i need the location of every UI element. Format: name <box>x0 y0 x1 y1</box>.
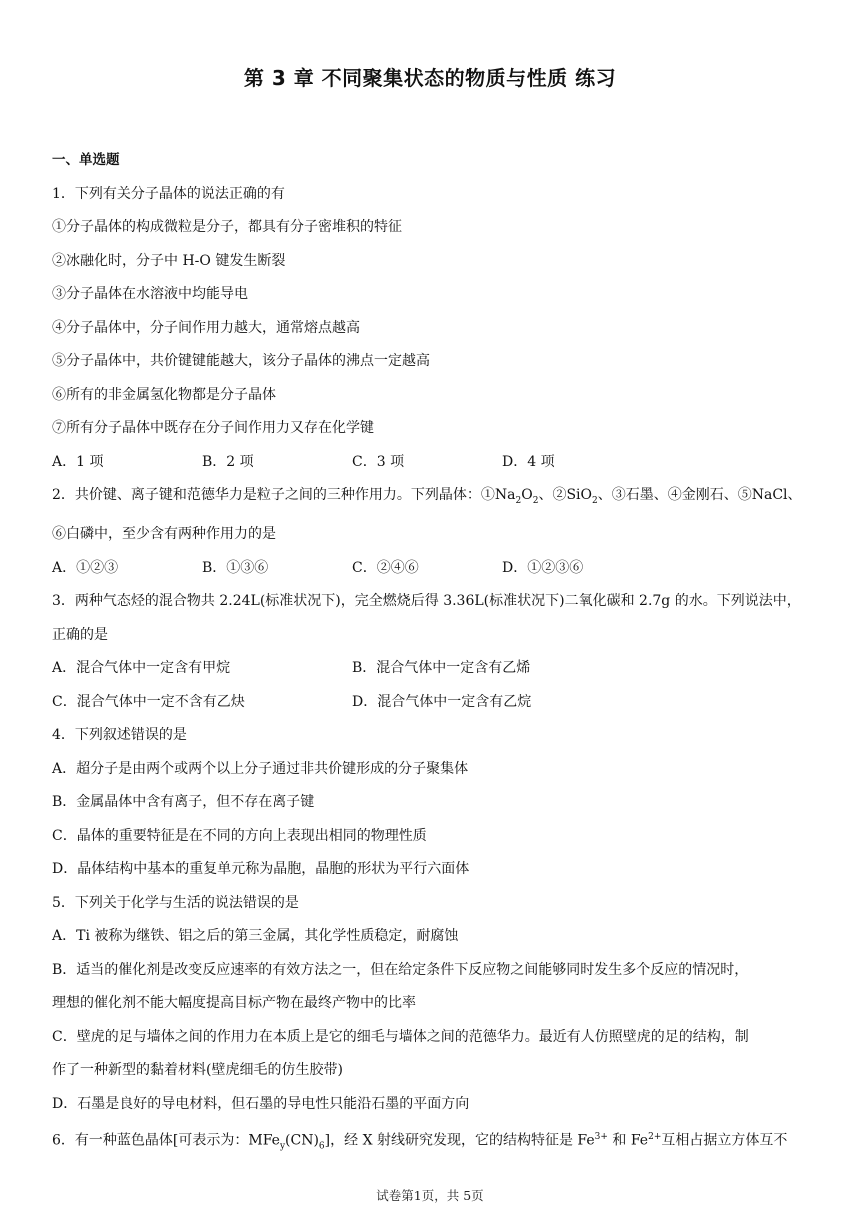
question-3-stem: 3．两种气态烃的混合物共 2.24L(标准状况下)，完全燃烧后得 3.36L(标准状况下)二氧化碳和 2.7g 的水。下列说法中， <box>52 593 801 610</box>
option-a: A．Ti 被称为继铁、铝之后的第三金属，其化学性质稳定，耐腐蚀 <box>52 928 459 945</box>
q6-sub: 6 <box>318 1141 325 1152</box>
q2-text-a: 2．共价键、离子键和范德华力是粒子之间的三种作用力。下列晶体：①Na <box>52 487 516 503</box>
question-1-item: ⑤分子晶体中，共价键键能越大，该分子晶体的沸点一定越高 <box>52 353 430 369</box>
section-heading: 一、单选题 <box>52 152 120 168</box>
option-c-cont: 作了一种新型的黏着材料(壁虎细毛的仿生胶带) <box>52 1062 343 1079</box>
q2-text-d: 、③石墨、④金刚石、⑤NaCl、 <box>597 487 802 503</box>
option-c: C．3 项 <box>352 453 405 470</box>
question-2-stem <box>52 479 822 518</box>
question-2-options <box>52 552 822 586</box>
q6-text: (CN) <box>285 1132 319 1149</box>
question-1-options <box>52 446 822 480</box>
option-a: A．超分子是由两个或两个以上分子通过非共价键形成的分子聚集体 <box>52 760 469 777</box>
q2-sub: 2 <box>592 495 598 506</box>
q2-text-c: 、②SiO <box>538 487 593 503</box>
option-b: B．2 项 <box>202 453 254 470</box>
question-3-stem-line2: 正确的是 <box>52 626 108 643</box>
question-5-stem: 5．下列关于化学与生活的说法错误的是 <box>52 894 299 911</box>
option-b-cont: 理想的催化剂不能大幅度提高目标产物在最终产物中的比率 <box>52 995 416 1012</box>
question-1-item: ⑦所有分子晶体中既存在分子间作用力又存在化学键 <box>52 420 374 436</box>
option-b: B．混合气体中一定含有乙烯 <box>352 660 531 677</box>
q2-text-b: O <box>521 487 533 503</box>
question-1-stem: 1．下列有关分子晶体的说法正确的有 <box>52 185 285 202</box>
option-b: B．适当的催化剂是改变反应速率的有效方法之一，但在给定条件下反应物之间能够同时发生多个反应的情况时， <box>52 961 749 978</box>
option-d: D．4 项 <box>502 453 555 470</box>
q6-text: 和 Fe <box>607 1132 649 1149</box>
option-a: A．①②③ <box>52 559 119 576</box>
q6-sub: y <box>279 1141 286 1152</box>
option-d: D．混合气体中一定含有乙烷 <box>352 693 532 710</box>
question-6-stem <box>52 1121 822 1164</box>
option-d: D．晶体结构中基本的重复单元称为晶胞，晶胞的形状为平行六面体 <box>52 861 470 878</box>
option-c: C．壁虎的足与墙体之间的作用力在本质上是它的细毛与墙体之间的范德华力。最近有人仿照壁虎的足的结构，制 <box>52 1028 749 1045</box>
q6-text: 6．有一种蓝色晶体[可表示为：MFe <box>52 1132 280 1149</box>
q2-sub: 2 <box>532 495 539 506</box>
question-2-stem-line2: ⑥白磷中，至少含有两种作用力的是 <box>52 526 276 543</box>
option-a: A．1 项 <box>52 453 104 470</box>
question-1-item: ①分子晶体的构成微粒是分子，都具有分子密堆积的特征 <box>52 219 402 235</box>
option-c: C．②④⑥ <box>352 559 419 576</box>
page-footer: 试卷第1页，共 5页 <box>376 1188 484 1203</box>
question-3-options-row1 <box>52 652 822 686</box>
q6-text: 互相占据立方体互不 <box>661 1132 788 1149</box>
option-b: B．①③⑥ <box>202 559 269 576</box>
option-c: C．晶体的重要特征是在不同的方向上表现出相同的物理性质 <box>52 827 427 844</box>
question-1-item: ②冰融化时，分子中 H-O 键发生断裂 <box>52 252 286 269</box>
option-d: D．石墨是良好的导电材料，但石墨的导电性只能沿石墨的平面方向 <box>52 1095 470 1112</box>
option-b: B．金属晶体中含有离子，但不存在离子键 <box>52 794 315 811</box>
option-c: C．混合气体中一定不含有乙炔 <box>52 693 245 710</box>
question-1-item: ⑥所有的非金属氢化物都是分子晶体 <box>52 386 276 403</box>
question-4-stem: 4．下列叙述错误的是 <box>52 727 187 744</box>
q6-text: ]，经 X 射线研究发现，它的结构特征是 Fe <box>324 1132 595 1149</box>
q6-sup: 3+ <box>594 1132 608 1143</box>
question-3-options-row2 <box>52 686 822 720</box>
question-list <box>52 144 822 1164</box>
option-a: A．混合气体中一定含有甲烷 <box>52 660 231 677</box>
page-title: 第 3 章 不同聚集状态的物质与性质 练习 <box>243 66 617 90</box>
option-d: D．①②③⑥ <box>502 559 584 576</box>
question-1-item: ④分子晶体中，分子间作用力越大，通常熔点越高 <box>52 319 360 336</box>
question-1-item: ③分子晶体在水溶液中均能导电 <box>52 286 248 302</box>
q2-sub: 2 <box>515 495 522 506</box>
q6-sup: 2+ <box>648 1132 662 1143</box>
